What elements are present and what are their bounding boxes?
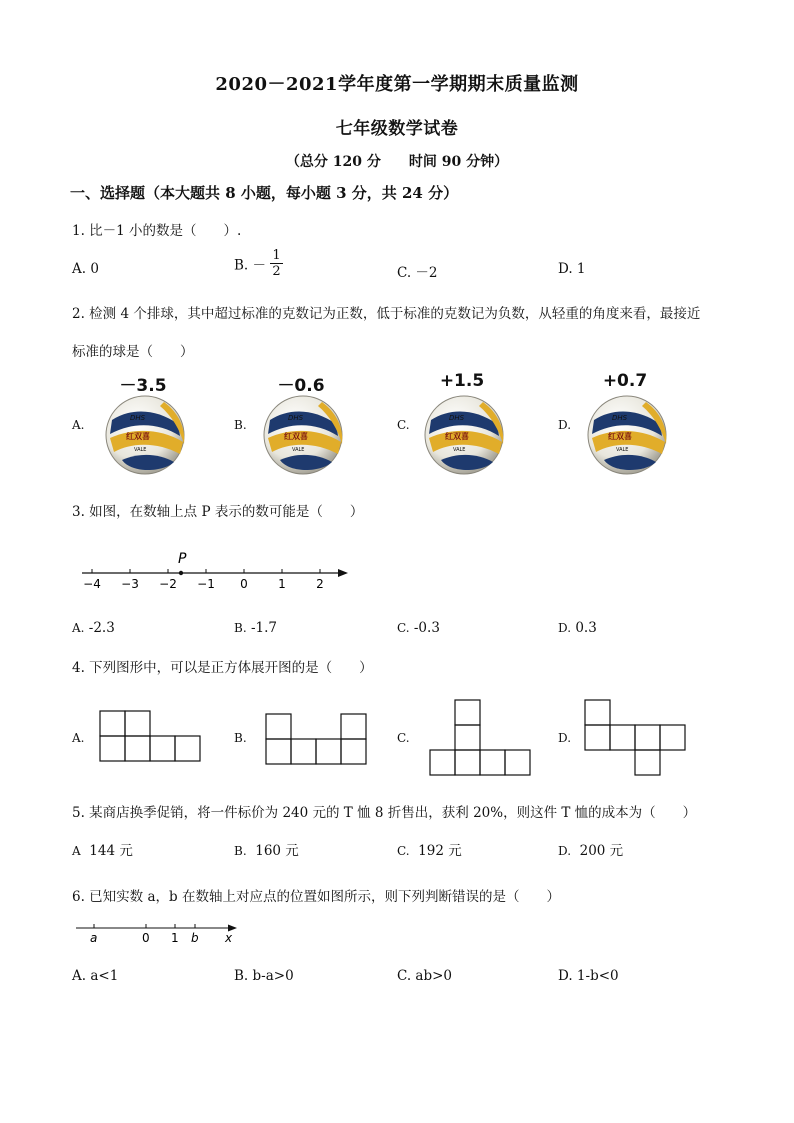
- q4-label-d: D.: [558, 731, 572, 745]
- question-4-stem: 4. 下列图形中，可以是正方体展开图的是（ ）: [72, 660, 373, 676]
- svg-text:VALE: VALE: [292, 447, 305, 453]
- fraction-numerator: 1: [272, 248, 281, 263]
- exam-title: 2020－2021学年度第一学期期末质量监测: [215, 74, 579, 95]
- q6-option-a: A. a<1: [72, 968, 119, 984]
- number-line-tick-label: 1: [278, 577, 286, 591]
- number-line-tick-label: 2: [316, 577, 324, 591]
- number-line-tick-label: −4: [83, 577, 101, 591]
- q4-label-b: B.: [234, 731, 247, 745]
- q1-option-b-prefix: B. －: [234, 257, 267, 274]
- volleyball-icon: [586, 394, 668, 476]
- svg-text:DHS: DHS: [130, 414, 146, 422]
- q2-option-label: A.: [72, 418, 85, 432]
- svg-text:DHS: DHS: [612, 414, 628, 422]
- q2-option-label: B.: [234, 418, 247, 432]
- svg-text:VALE: VALE: [616, 447, 629, 453]
- q2-ball-value: +1.5: [439, 371, 485, 391]
- svg-text:DHS: DHS: [449, 414, 465, 422]
- svg-text:VALE: VALE: [453, 447, 466, 453]
- label-one: 1: [171, 931, 179, 945]
- question-2-stem-line1: 2. 检测 4 个排球，其中超过标准的克数记为正数，低于标准的克数记为负数，从轻重的角度来看，最接近: [72, 306, 701, 322]
- label-a: a: [90, 931, 98, 945]
- volleyball-icon: [104, 394, 186, 476]
- number-line-q6: [74, 918, 244, 946]
- q3-option-a: A. -2.3: [72, 620, 115, 636]
- label-x: x: [225, 931, 233, 945]
- number-line-tick-label: −3: [121, 577, 139, 591]
- q5-option-b: B. 160 元: [234, 843, 299, 859]
- q5-option-a: A 144 元: [72, 843, 133, 859]
- q1-option-a: A. 0: [72, 261, 99, 277]
- question-3-stem: 3. 如图，在数轴上点 P 表示的数可能是（ ）: [72, 504, 364, 520]
- svg-text:红双喜: 红双喜: [126, 432, 150, 441]
- question-2-stem-line2: 标准的球是（ ）: [72, 344, 194, 360]
- number-line-q3: [78, 548, 358, 592]
- question-6-stem: 6. 已知实数 a，b 在数轴上对应点的位置如图所示，则下列判断错误的是（ ）: [72, 889, 560, 905]
- cube-net-b: [265, 713, 368, 766]
- volleyball-icon: [423, 394, 505, 476]
- cube-net-a: [99, 710, 202, 763]
- point-p-label: P: [178, 551, 187, 567]
- q1-option-c: C. －2: [397, 265, 438, 281]
- section-heading: 一、选择题（本大题共 8 小题，每小题 3 分，共 24 分）: [70, 184, 459, 202]
- cube-net-d: [584, 699, 687, 777]
- svg-text:VALE: VALE: [134, 447, 147, 453]
- q1-option-b: [234, 248, 283, 279]
- number-line-tick-label: −1: [197, 577, 215, 591]
- q4-label-c: C.: [397, 731, 410, 745]
- q1-option-d: D. 1: [558, 261, 586, 277]
- q2-ball-value: －3.5: [119, 376, 167, 396]
- point-p-marker: [179, 571, 183, 575]
- q3-option-d: D. 0.3: [558, 620, 597, 636]
- q2-ball-value: －0.6: [277, 376, 325, 396]
- fraction: [270, 248, 282, 279]
- svg-text:DHS: DHS: [288, 414, 304, 422]
- q5-option-c: C. 192 元: [397, 843, 462, 859]
- fraction-denominator: 2: [272, 264, 281, 279]
- question-5-stem: 5. 某商店换季促销，将一件标价为 240 元的 T 恤 8 折售出，获利 20%，则这件 T 恤的成本为（ ）: [72, 805, 697, 821]
- q4-label-a: A.: [72, 731, 85, 745]
- q2-option-label: C.: [397, 418, 410, 432]
- q3-option-c: C. -0.3: [397, 620, 440, 636]
- q2-ball-value: +0.7: [602, 371, 648, 391]
- arrow-icon: [338, 569, 348, 577]
- q2-option-label: D.: [558, 418, 572, 432]
- number-line-tick-label: 0: [240, 577, 248, 591]
- svg-text:红双喜: 红双喜: [608, 432, 632, 441]
- q6-option-d: D. 1-b<0: [558, 968, 619, 984]
- exam-subtitle: 七年级数学试卷: [335, 119, 459, 139]
- q3-option-b: B. -1.7: [234, 620, 277, 636]
- q6-option-b: B. b-a>0: [234, 968, 294, 984]
- label-b: b: [191, 931, 199, 945]
- q6-option-c: C. ab>0: [397, 968, 453, 984]
- cube-net-c: [429, 699, 532, 777]
- q5-option-d: D. 200 元: [558, 843, 624, 859]
- label-zero: 0: [142, 931, 150, 945]
- volleyball-icon: [262, 394, 344, 476]
- svg-text:红双喜: 红双喜: [284, 432, 308, 441]
- svg-text:红双喜: 红双喜: [445, 432, 469, 441]
- exam-info: （总分 120 分 时间 90 分钟）: [285, 154, 509, 170]
- number-line-tick-label: −2: [159, 577, 177, 591]
- question-1-stem: 1. 比－1 小的数是（ ）.: [72, 223, 242, 239]
